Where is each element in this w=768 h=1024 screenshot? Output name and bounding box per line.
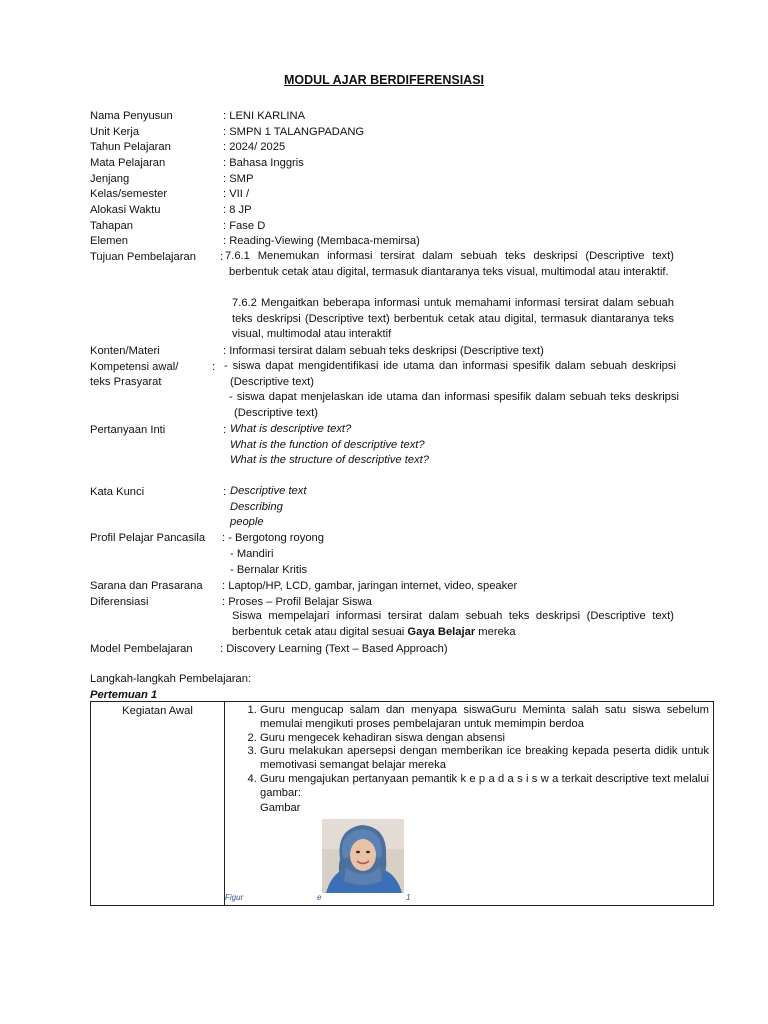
- info-label: Alokasi Waktu: [90, 204, 161, 216]
- info-value: : Bahasa Inggris: [223, 157, 304, 169]
- konten-label: Konten/Materi: [90, 345, 160, 357]
- list-item: 2. Guru mengecek kehadiran siswa dengan absensi: [260, 732, 709, 746]
- portrait-image: [322, 819, 404, 893]
- kompetensi-colon: :: [212, 361, 216, 373]
- diferensiasi-label: Diferensiasi: [90, 596, 149, 608]
- kata-kunci-list: [230, 484, 430, 531]
- model-label: Model Pembelajaran: [90, 643, 193, 655]
- info-row: [90, 171, 690, 187]
- pertanyaan-q3: What is the structure of descriptive text?: [230, 454, 429, 467]
- steps-cell: [225, 702, 714, 906]
- document-title: MODUL AJAR BERDIFERENSIASI: [283, 73, 485, 87]
- info-value: : SMPN 1 TALANGPADANG: [223, 125, 365, 138]
- info-row: [90, 108, 690, 124]
- info-row: [90, 202, 690, 218]
- kata-kunci-2: Describing: [230, 500, 283, 513]
- info-label: Kelas/semester: [90, 188, 168, 200]
- sarana-value: : Laptop/HP, LCD, gambar, jaringan internet, video, speaker: [222, 580, 518, 592]
- langkah-heading: Langkah-langkah Pembelajaran:: [90, 673, 252, 685]
- info-label: Mata Pelajaran: [90, 157, 166, 169]
- profil-value-3: - Bernalar Kritis: [230, 564, 308, 576]
- diferensiasi-row: [90, 594, 690, 610]
- kata-kunci-colon: :: [223, 486, 227, 498]
- kompetensi-item-1: - siswa dapat mengidentifikasi ide utama dan informasi spesifik dalam sebuah deskripsi (Descriptive text): [224, 360, 676, 388]
- figure-caption: [225, 893, 713, 905]
- profil-value-2: - Mandiri: [230, 548, 274, 560]
- diferensiasi-desc: [232, 609, 674, 640]
- kompetensi-label-2: teks Prasyarat: [90, 376, 162, 388]
- pertanyaan-colon: :: [223, 424, 227, 436]
- kata-kunci-1: Descriptive text: [230, 485, 307, 497]
- profil-label: Profil Pelajar Pancasila: [90, 532, 206, 544]
- gambar-label: Gambar: [260, 801, 301, 814]
- table-row: [91, 702, 714, 906]
- info-label: Jenjang: [90, 172, 130, 185]
- caption-part-c: 1: [406, 892, 411, 902]
- list-item: 4. Guru mengajukan pertanyaan pemantik k e p a d a s i s w a terkait descriptive text melalui gambar:: [260, 773, 709, 801]
- caption-part-b: e: [317, 892, 322, 902]
- tujuan-item-2: 7.6.2 Mengaitkan beberapa informasi untuk memahami informasi tersirat dalam sebuah teks deskripsi (Descriptive text) berbentuk cetak atau digital, termasuk diantaranya teks visual, multimodal atau interaktif: [232, 297, 674, 341]
- pertanyaan-q2: What is the function of descriptive text?: [230, 438, 425, 451]
- diferensiasi-desc-end: mereka: [475, 625, 516, 638]
- model-row: [90, 641, 690, 657]
- info-value: : Fase D: [223, 219, 266, 232]
- info-row: [90, 124, 690, 140]
- diferensiasi-value: : Proses – Profil Belajar Siswa: [222, 596, 372, 608]
- info-row: [90, 186, 690, 202]
- caption-part-a: Figur: [225, 892, 244, 902]
- langkah-table: [90, 701, 714, 906]
- profil-row: [90, 530, 690, 546]
- student-photo: [322, 819, 404, 893]
- kata-kunci-label: Kata Kunci: [90, 486, 145, 498]
- info-row: [90, 155, 690, 171]
- pertanyaan-label: Pertanyaan Inti: [90, 424, 166, 436]
- stage-label: Kegiatan Awal: [122, 705, 193, 717]
- konten-row: [90, 343, 690, 359]
- stage-cell: [91, 702, 225, 906]
- profil-value-1: : - Bergotong royong: [222, 532, 324, 544]
- steps-list: [225, 704, 709, 801]
- info-label: Unit Kerja: [90, 125, 140, 138]
- list-item: 1. Guru mengucap salam dan menyapa siswaGuru Meminta salah satu siswa sebelum memulai mengikuti proses pembelajaran untuk memimpin berdoa: [260, 704, 709, 732]
- konten-value: : Informasi tersirat dalam sebuah teks deskripsi (Descriptive text): [223, 345, 544, 357]
- kompetensi-label: Kompetensi awal/: [90, 361, 179, 373]
- info-value: : 8 JP: [223, 204, 252, 216]
- pertanyaan-q1: What is descriptive text?: [230, 423, 352, 435]
- tujuan-item-1: 7.6.1 Menemukan informasi tersirat dalam sebuah teks deskripsi (Descriptive text) berbentuk cetak atau digital, termasuk diantaranya teks visual, multimodal atau interaktif.: [225, 250, 674, 278]
- pertanyaan-list: [230, 422, 460, 469]
- tujuan-label: Tujuan Pembelajaran: [90, 251, 196, 263]
- kompetensi-item-2: - siswa dapat menjelaskan ide utama dan informasi spesifik dalam sebuah teks deskripsi (Descriptive text): [229, 391, 679, 419]
- info-value: : SMP: [223, 172, 254, 185]
- info-value: : Reading-Viewing (Membaca-memirsa): [223, 235, 420, 247]
- info-row: [90, 139, 690, 155]
- gaya-belajar-text: Gaya Belajar: [407, 625, 476, 638]
- sarana-label: Sarana dan Prasarana: [90, 580, 203, 592]
- info-value: : 2024/ 2025: [223, 141, 286, 153]
- sarana-row: [90, 578, 690, 594]
- info-value: : LENI KARLINA: [223, 110, 306, 122]
- tujuan-colon: :: [220, 251, 224, 263]
- info-label: Nama Penyusun: [90, 110, 173, 122]
- info-value: : VII /: [223, 188, 250, 200]
- diferensiasi-desc-text: Siswa mempelajari informasi tersirat dalam sebuah teks deskripsi (Descriptive text) berbentuk cetak atau digital sesuai: [232, 610, 674, 638]
- list-item: 3. Guru melakukan apersepsi dengan memberikan ice breaking kepada peserta didik untuk memotivasi semangat belajar mereka: [260, 745, 709, 773]
- kata-kunci-3: people: [230, 516, 264, 529]
- model-value: : Discovery Learning (Text – Based Approach): [220, 643, 448, 655]
- pertemuan-heading: Pertemuan 1: [90, 689, 158, 701]
- info-label: Tahapan: [90, 219, 133, 232]
- info-row: [90, 233, 690, 249]
- info-row: [90, 218, 690, 234]
- info-label: Elemen: [90, 235, 128, 247]
- info-label: Tahun Pelajaran: [90, 141, 171, 153]
